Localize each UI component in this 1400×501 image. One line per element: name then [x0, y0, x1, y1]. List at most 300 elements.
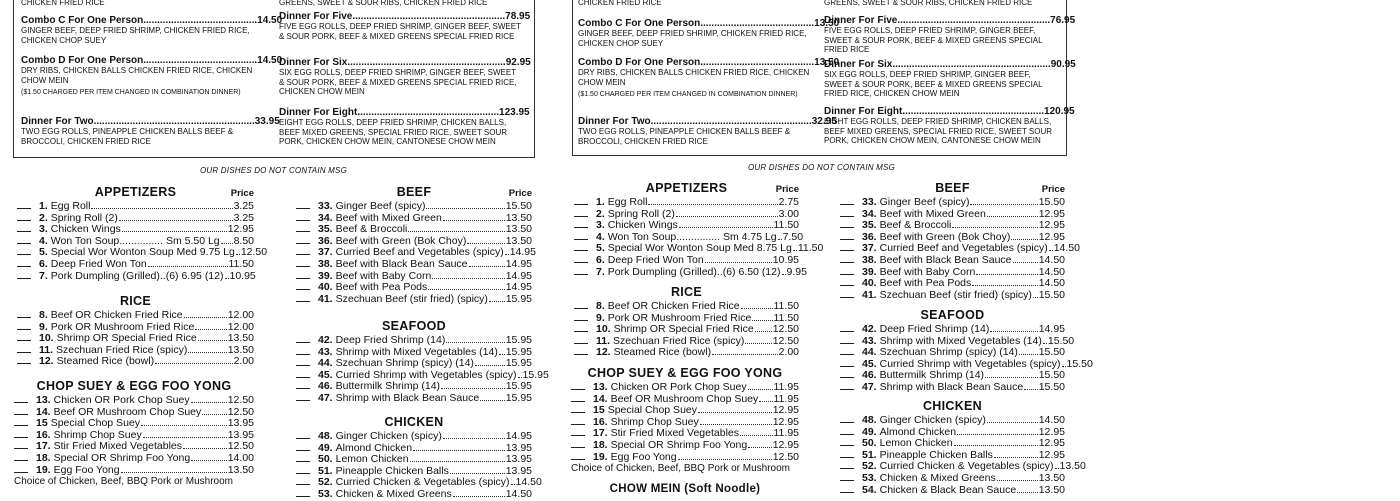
rice-section-right	[574, 285, 799, 359]
leader-dots	[972, 279, 1037, 286]
item-price: 14.95	[505, 430, 532, 442]
item-price: 15.95	[505, 292, 532, 305]
section-header	[574, 181, 799, 197]
leader-dots	[990, 325, 1037, 332]
item-price: 14.50	[515, 476, 542, 489]
item-name: Special Chop Suey	[607, 404, 697, 417]
item-name: Special Wor Wonton Soup Med 9.75 Lg	[50, 246, 235, 259]
order-blank	[17, 356, 31, 364]
order-blank	[17, 310, 31, 318]
item-name: Pineapple Chicken Balls	[879, 448, 993, 461]
menu-item	[14, 465, 254, 477]
leader-dots	[1011, 233, 1037, 240]
menu-item	[296, 489, 532, 501]
combo-desc: FIVE EGG ROLLS, DEEP FRIED SHRIMP, GINGER BEEF, SWEET & SOUR PORK, BEEF & MIXED GREENS SPECIAL FRIED RICE	[824, 26, 1043, 54]
menu-item	[840, 255, 1065, 267]
menu-item	[840, 290, 1065, 302]
item-number: 12.	[39, 355, 54, 368]
leader-dots	[426, 202, 504, 209]
combo-desc: TWO EGG ROLLS, PINEAPPLE CHICKEN BALLS BEEF & BROCCOLI, CHICKEN FRIED RICE	[578, 127, 791, 146]
item-price: 13.95	[227, 428, 254, 441]
order-blank	[296, 489, 310, 497]
leader-dots	[745, 337, 771, 344]
item-name: Chicken & Mixed Greens	[335, 487, 452, 500]
leader-dots	[759, 395, 772, 402]
chopsuey-section-left	[14, 379, 254, 487]
item-price: 13.95	[505, 441, 532, 454]
item-name: Pineapple Chicken Balls	[335, 464, 449, 477]
item-price: 15.50	[1038, 380, 1065, 393]
leader-dots	[793, 244, 797, 251]
leader-dots	[191, 454, 227, 461]
item-price: 15.95	[505, 357, 532, 370]
item-price: 12.95	[1038, 425, 1065, 438]
leader-dots	[1033, 291, 1038, 298]
item-price: 15.50	[505, 200, 532, 212]
next-section-title: CHOW MEIN (Soft Noodle)	[609, 483, 761, 496]
combo-desc: FIVE EGG ROLLS, DEEP FRIED SHRIMP, GINGER BEEF, SWEET & SOUR PORK, BEEF & MIXED GREENS SPECIAL FRIED RICE	[279, 22, 521, 41]
order-blank	[17, 259, 31, 267]
section-title: RICE	[670, 285, 703, 299]
combo-desc: SIX EGG ROLLS, DEEP FRIED SHRIMP, GINGER BEEF, SWEET & SOUR PORK, BEEF & MIXED GREENS SPECIAL FRIED RICE, CHICKEN CHOW MEIN	[279, 68, 517, 96]
item-price: 12.50	[772, 450, 799, 463]
item-price: 12.95	[227, 223, 254, 236]
item-price: 12.95	[1038, 437, 1065, 450]
item-name: Beef with Baby Corn	[335, 269, 432, 282]
item-price: 14.50	[1038, 277, 1065, 290]
item-price: 13.95	[227, 417, 254, 430]
order-blank	[574, 243, 588, 251]
item-price: 12.95	[1038, 230, 1065, 243]
leader-dots	[698, 406, 772, 413]
section-title: RICE	[119, 294, 152, 308]
item-name: Egg Roll	[607, 196, 648, 208]
leader-dots	[141, 419, 227, 426]
item-number: 53.	[318, 487, 333, 500]
leader-dots	[741, 302, 773, 309]
section-title: CHOP SUEY & EGG FOO YONG	[587, 366, 783, 380]
leader-dots	[678, 453, 772, 460]
item-price: 10.95	[772, 253, 799, 266]
item-price: 13.50	[505, 211, 532, 224]
order-blank	[840, 347, 854, 355]
menu-item	[296, 294, 532, 306]
order-blank	[840, 209, 854, 217]
order-blank	[571, 382, 585, 390]
item-number: 19.	[36, 463, 51, 476]
item-name: Pork Dumpling (Grilled)..(6) 6.50 (12)	[607, 265, 781, 278]
item-name: Egg Roll	[50, 200, 91, 212]
menu-item	[574, 301, 799, 313]
menu-item	[296, 393, 532, 405]
order-blank	[296, 335, 310, 343]
item-price: 14.95	[505, 269, 532, 282]
beef-section-left	[296, 185, 536, 305]
item-name: Stir Fried Mixed Vegetables	[53, 440, 183, 453]
item-price: 14.50	[1038, 265, 1065, 278]
msg-notice-right: OUR DISHES DO NOT CONTAIN MSG	[748, 163, 895, 172]
order-blank	[296, 454, 310, 462]
leader-dots	[752, 314, 772, 321]
order-blank	[840, 415, 854, 423]
item-name: Beef OR Chicken Fried Rice	[607, 300, 740, 312]
menu-item	[840, 485, 1065, 497]
combo-title: Dinner For Eight...................................................123.95	[279, 107, 530, 118]
item-number: 38.	[862, 253, 877, 266]
item-number: 14.	[593, 392, 608, 405]
menu-item	[571, 440, 799, 452]
order-blank	[296, 431, 310, 439]
leader-dots	[748, 383, 773, 390]
item-name: Ginger Beef (spicy)	[879, 196, 970, 208]
leader-dots	[489, 295, 505, 302]
order-blank	[840, 438, 854, 446]
leader-dots	[432, 272, 504, 279]
item-name: Special Chop Suey	[50, 417, 140, 430]
menu-item	[14, 395, 254, 407]
item-name: Shrimp with Black Bean Sauce	[335, 391, 480, 404]
menu-item	[840, 382, 1065, 394]
item-name: Chicken Wings	[607, 219, 678, 232]
section-title: BEEF	[935, 181, 970, 195]
leader-dots	[985, 371, 1038, 378]
combo-title: Dinner For Eight...................................................120.95	[824, 106, 1075, 117]
item-price: 2.00	[233, 355, 254, 368]
menu-item	[840, 324, 1065, 336]
item-name: Beef & Broccoli	[335, 223, 408, 236]
item-number: 18.	[593, 438, 608, 451]
combo-title: Combo C For One Person.........................................13.50	[578, 18, 840, 29]
item-price: 10.95	[229, 269, 256, 282]
menu-item	[574, 197, 799, 209]
order-blank	[17, 345, 31, 353]
leader-dots	[505, 248, 509, 255]
order-blank	[296, 259, 310, 267]
leader-dots	[705, 256, 772, 263]
item-number: 48.	[862, 414, 877, 426]
item-name: Beef with Green (Bok Choy)	[879, 230, 1011, 243]
item-number: 37.	[318, 246, 333, 259]
item-number: 47.	[862, 380, 877, 393]
menu-item	[571, 452, 799, 464]
item-name: Buttermilk Shrimp (14)	[335, 380, 441, 393]
item-name: Buttermilk Shrimp (14)	[879, 369, 985, 382]
leader-dots	[91, 202, 232, 209]
order-blank	[17, 322, 31, 330]
appetizers-section-left	[17, 185, 268, 282]
leader-dots	[976, 268, 1037, 275]
item-price: 15.95	[505, 380, 532, 393]
item-number: 39.	[318, 269, 333, 282]
order-blank	[17, 247, 31, 255]
section-header	[296, 185, 532, 201]
item-number: 39.	[862, 265, 877, 278]
order-blank	[17, 236, 31, 244]
combo-item	[578, 18, 840, 48]
order-blank	[14, 395, 28, 403]
item-price: 11.95	[773, 392, 799, 405]
leader-dots	[1049, 244, 1053, 251]
combo-item	[279, 0, 523, 8]
section-title: CHOP SUEY & EGG FOO YONG	[36, 379, 232, 393]
item-name: Ginger Chicken (spicy)	[335, 430, 442, 442]
section-header	[840, 399, 1065, 415]
item-number: 7.	[39, 269, 48, 282]
order-blank	[14, 430, 28, 438]
section-title: CHICKEN	[384, 415, 444, 429]
item-price: 7.50	[782, 230, 804, 243]
item-name: Ginger Chicken (spicy)	[879, 414, 986, 426]
combo-desc: SIX EGG ROLLS, DEEP FRIED SHRIMP, GINGER BEEF, SWEET & SOUR PORK, BEEF & MIXED GREENS SPECIAL FRIED RICE, CHICKEN CHOW MEIN	[824, 70, 1043, 98]
item-name: Shrimp Chop Suey	[610, 415, 699, 428]
leader-dots	[155, 357, 233, 364]
item-price: 11.50	[773, 300, 799, 312]
item-number: 17.	[36, 440, 51, 453]
order-blank	[296, 236, 310, 244]
item-name: Deep Fried Shrimp (14)	[879, 323, 990, 335]
item-number: 4.	[596, 230, 605, 243]
item-number: 44.	[862, 346, 877, 359]
menu-item	[17, 310, 254, 322]
leader-dots	[225, 272, 229, 279]
leader-dots	[191, 396, 227, 403]
leader-dots	[957, 428, 1038, 435]
order-blank	[296, 201, 310, 209]
leader-dots	[446, 336, 504, 343]
item-number: 34.	[318, 211, 333, 224]
leader-dots	[970, 198, 1037, 205]
item-number: 13.	[593, 381, 608, 393]
menu-item	[840, 473, 1065, 485]
leader-dots	[122, 225, 227, 232]
leader-dots	[408, 225, 504, 232]
item-name: Spring Roll (2)	[607, 207, 675, 220]
section-title: SEAFOOD	[382, 319, 446, 333]
item-number: 54.	[862, 483, 877, 496]
item-name: Curried Shrimp with Vegetables (spicy)	[879, 357, 1061, 370]
item-name: Shrimp OR Special Fried Rice	[56, 332, 197, 345]
item-name: Szechuan Beef (stir fried) (spicy)	[335, 292, 488, 305]
order-blank	[840, 485, 854, 493]
item-number: 38.	[318, 257, 333, 270]
item-number: 43.	[318, 345, 333, 358]
order-blank	[574, 301, 588, 309]
section-header	[17, 185, 254, 201]
section-header	[840, 308, 1065, 324]
combo-title: Dinner For Two..........................................................33.95	[21, 116, 280, 127]
menu-item	[296, 201, 532, 213]
item-number: 35.	[318, 223, 333, 236]
item-price: 14.95	[1038, 323, 1065, 335]
item-price: 13.50	[505, 223, 532, 236]
item-number: 51.	[318, 464, 333, 477]
section-title: APPETIZERS	[645, 181, 728, 195]
combo-title: Dinner For Six.........................................................92.95	[279, 57, 531, 68]
item-number: 2.	[39, 211, 48, 224]
price-header: Price	[775, 184, 799, 195]
section-header	[840, 181, 1065, 197]
item-price: 15.50	[1047, 334, 1075, 347]
item-price: 13.50	[1038, 483, 1065, 496]
leader-dots	[1013, 256, 1038, 263]
item-number: 5.	[596, 242, 605, 255]
order-blank	[296, 282, 310, 290]
order-blank	[840, 324, 854, 332]
leader-dots	[511, 478, 515, 485]
item-price: 15.50	[1066, 357, 1093, 370]
leader-dots	[1043, 337, 1047, 344]
item-name: Curried Chicken & Vegetables (spicy)	[879, 460, 1054, 473]
combo-item	[824, 15, 1076, 55]
combo-title: Dinner For Five.......................................................76.95	[824, 15, 1076, 26]
combo-desc: GINGER BEEF, DEEP FRIED SHRIMP, CHICKEN FRIED RICE, CHICKEN CHOP SUEY	[578, 29, 807, 48]
item-price: 15.50	[1038, 369, 1065, 382]
order-blank	[574, 324, 588, 332]
item-number: 4.	[39, 234, 48, 247]
beef-section-right	[840, 181, 1080, 301]
menu-item	[17, 271, 254, 283]
item-number: 37.	[862, 242, 877, 255]
order-blank	[574, 267, 588, 275]
item-number: 3.	[596, 219, 605, 232]
menu-item	[840, 278, 1065, 290]
item-name: Stir Fried Mixed Vegetables	[610, 427, 740, 440]
item-price: 12.50	[772, 323, 799, 336]
leader-dots	[778, 233, 782, 240]
item-name: Szechuan Shrimp (spicy) (14)	[335, 357, 474, 370]
combo-desc: GREENS, SWEET & SOUR RIBS, CHICKEN FRIED RICE	[279, 0, 488, 7]
combo-item	[279, 57, 531, 97]
leader-dots	[518, 371, 522, 378]
menu-item	[296, 259, 532, 271]
section-header	[14, 379, 254, 395]
item-name: Won Ton Soup............... Sm 4.75 Lg	[607, 230, 777, 243]
item-number: 42.	[862, 323, 877, 335]
item-number: 41.	[862, 288, 877, 301]
combo-item	[279, 107, 530, 147]
menu-item	[17, 356, 254, 368]
menu-item	[17, 201, 254, 213]
item-number: 15	[36, 417, 48, 430]
leader-dots	[700, 418, 772, 425]
item-name: Steamed Rice (bowl)	[613, 346, 712, 359]
item-name: Beef OR Mushroom Chop Suey	[610, 392, 759, 405]
item-price: 3.00	[778, 207, 799, 220]
combo-item	[578, 57, 840, 100]
item-number: 9.	[39, 320, 48, 333]
combo-item	[279, 11, 531, 41]
leader-dots	[952, 221, 1037, 228]
item-number: 40.	[318, 281, 333, 294]
item-name: Curried Beef and Vegetables (spicy)	[879, 242, 1048, 255]
order-blank	[14, 441, 28, 449]
order-blank	[296, 224, 310, 232]
menu-item	[574, 265, 807, 279]
item-price: 12.95	[772, 415, 799, 428]
leader-dots	[1019, 348, 1038, 355]
appetizers-section-right	[574, 181, 824, 278]
item-name: Special OR Shrimp Foo Yong	[610, 438, 748, 451]
menu-item	[17, 259, 254, 271]
item-number: 14.	[36, 405, 51, 418]
item-price: 12.50	[240, 246, 268, 259]
item-name: Beef with Pea Pods	[879, 277, 972, 290]
order-blank	[574, 347, 588, 355]
item-price: 13.95	[505, 453, 532, 466]
seafood-section-left	[296, 319, 549, 405]
combo-title: Combo D For One Person.........................................13.50	[578, 57, 840, 68]
combo-title: Dinner For Six.........................................................90.95	[824, 59, 1076, 70]
leader-dots	[469, 260, 505, 267]
item-name: Shrimp Chop Suey	[53, 428, 142, 441]
leader-dots	[987, 416, 1038, 423]
item-number: 34.	[862, 207, 877, 220]
chicken-section-right	[840, 399, 1086, 496]
item-price: 13.50	[1038, 471, 1065, 484]
item-number: 6.	[596, 253, 605, 266]
item-price: 13.50	[505, 234, 532, 247]
item-number: 42.	[318, 334, 333, 346]
item-price: 11.95	[773, 381, 799, 393]
order-blank	[840, 382, 854, 390]
leader-dots	[467, 237, 504, 244]
item-number: 11.	[596, 334, 611, 347]
item-name: Almond Chicken	[879, 425, 957, 438]
section-header	[571, 366, 799, 382]
item-price: 3.25	[233, 211, 254, 224]
rice-section-left	[17, 294, 254, 368]
chopsuey-section-right	[571, 366, 799, 495]
item-number: 9.	[596, 311, 605, 324]
order-blank	[296, 358, 310, 366]
item-price: 11.50	[773, 311, 799, 324]
item-number: 49.	[318, 441, 333, 454]
order-blank	[296, 370, 310, 378]
order-blank	[574, 197, 588, 205]
order-blank	[296, 393, 310, 401]
item-number: 8.	[39, 309, 48, 321]
item-name: Pork OR Mushroom Fried Rice	[50, 320, 195, 333]
section-header	[296, 415, 532, 431]
order-blank	[571, 428, 585, 436]
combo-title: Dinner For Five.......................................................78.95	[279, 11, 531, 22]
item-price: 14.50	[505, 487, 532, 500]
combo-desc: GREENS, SWEET & SOUR RIBS, CHICKEN FRIED RICE	[824, 0, 1033, 7]
order-blank	[840, 220, 854, 228]
item-name: Chicken OR Pork Chop Suey	[53, 394, 190, 406]
chicken-section-left	[296, 415, 542, 501]
item-name: Curried Chicken & Vegetables (spicy)	[335, 476, 510, 489]
item-number: 48.	[318, 430, 333, 442]
item-number: 51.	[862, 448, 877, 461]
leader-dots	[443, 214, 505, 221]
item-number: 50.	[862, 437, 877, 450]
leader-dots	[410, 455, 505, 462]
leader-dots	[236, 248, 240, 255]
combo-title: Dinner For Two..........................................................32.95	[578, 116, 837, 127]
item-number: 19.	[593, 450, 608, 463]
item-price: 13.50	[227, 343, 254, 356]
item-price: 12.00	[227, 309, 254, 321]
combo-item	[824, 0, 1058, 8]
item-name: Shrimp with Black Bean Sauce	[879, 380, 1024, 393]
item-number: 35.	[862, 219, 877, 232]
order-blank	[840, 255, 854, 263]
combo-item	[21, 55, 283, 98]
leader-dots	[676, 210, 778, 217]
order-blank	[14, 407, 28, 415]
item-price: 14.00	[227, 451, 254, 464]
